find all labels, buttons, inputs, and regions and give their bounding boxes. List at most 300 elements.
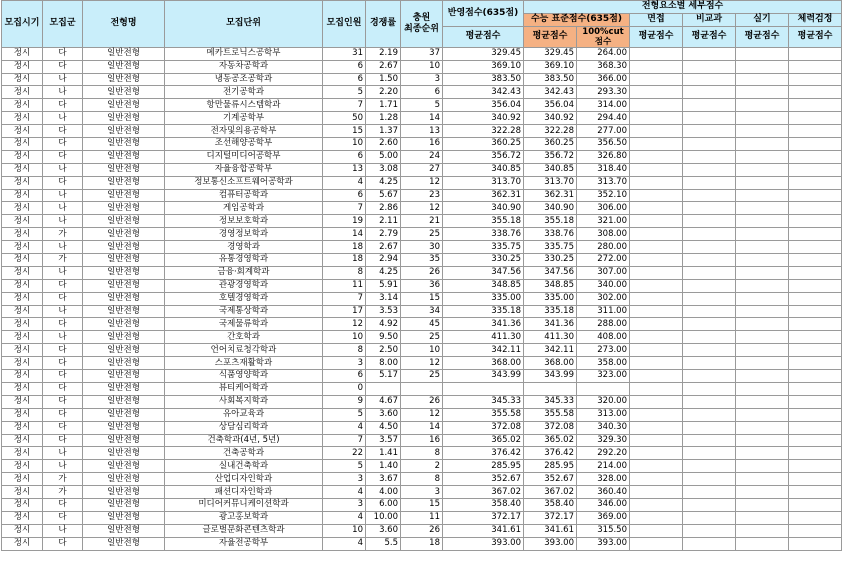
cell-rate: 2.50 [366,344,401,357]
header-rate: 경쟁률 [366,1,401,48]
cell-rate: 4.50 [366,421,401,434]
cell-empty [736,125,789,138]
cell-unit: 산업디자인학과 [165,473,323,486]
cell-reflect-avg: 367.02 [443,486,524,499]
cell-empty [736,163,789,176]
cell-suneung-cut [577,382,630,395]
cell-group: 다 [43,434,83,447]
cell-empty [630,228,683,241]
cell-empty [789,318,842,331]
cell-suneung-cut: 294.40 [577,112,630,125]
table-row [2,370,842,383]
cell-reflect-avg: 352.67 [443,473,524,486]
cell-reflect-avg: 393.00 [443,537,524,550]
cell-type: 일반전형 [83,292,165,305]
cell-empty [630,60,683,73]
cell-empty [630,408,683,421]
cell-final: 5 [401,99,443,112]
cell-empty [736,395,789,408]
cell-time: 정시 [2,511,43,524]
cell-rate: 3.67 [366,473,401,486]
table-row [2,279,842,292]
cell-rate: 2.86 [366,202,401,215]
cell-time: 정시 [2,176,43,189]
cell-empty [736,138,789,151]
cell-time: 정시 [2,112,43,125]
cell-quota: 8 [323,344,366,357]
cell-empty [683,176,736,189]
cell-reflect-avg: 348.85 [443,279,524,292]
header-detail: 전형요소별 세부점수 [524,1,842,14]
cell-rate [366,382,401,395]
cell-unit: 상담심리학과 [165,421,323,434]
cell-final: 3 [401,73,443,86]
cell-empty [630,202,683,215]
cell-time: 정시 [2,331,43,344]
cell-group: 나 [43,163,83,176]
cell-type: 일반전형 [83,163,165,176]
cell-unit: 건축공학과 [165,447,323,460]
cell-empty [683,344,736,357]
cell-empty [630,176,683,189]
cell-empty [630,460,683,473]
cell-reflect-avg: 362.31 [443,189,524,202]
cell-empty [683,266,736,279]
cell-unit: 냉동공조공학과 [165,73,323,86]
cell-unit: 경영정보학과 [165,228,323,241]
cell-reflect-avg: 372.17 [443,511,524,524]
cell-quota: 6 [323,370,366,383]
cell-type: 일반전형 [83,266,165,279]
cell-suneung-avg: 330.25 [524,254,577,267]
table-row [2,447,842,460]
table-row [2,266,842,279]
cell-empty [789,73,842,86]
cell-suneung-cut: 311.00 [577,305,630,318]
cell-empty [630,524,683,537]
cell-reflect-avg: 335.18 [443,305,524,318]
cell-suneung-cut: 328.00 [577,473,630,486]
cell-suneung-cut: 280.00 [577,241,630,254]
cell-empty [630,150,683,163]
cell-rate: 5.17 [366,370,401,383]
cell-empty [789,395,842,408]
table-row [2,241,842,254]
cell-suneung-avg: 352.67 [524,473,577,486]
cell-rate: 4.67 [366,395,401,408]
cell-suneung-cut: 358.00 [577,357,630,370]
cell-time: 정시 [2,395,43,408]
cell-quota: 4 [323,537,366,550]
cell-time: 정시 [2,241,43,254]
table-row [2,202,842,215]
cell-quota: 10 [323,524,366,537]
cell-suneung-cut: 288.00 [577,318,630,331]
cell-final: 8 [401,473,443,486]
cell-suneung-avg: 340.85 [524,163,577,176]
cell-reflect-avg: 338.76 [443,228,524,241]
cell-suneung-cut: 307.00 [577,266,630,279]
cell-empty [683,60,736,73]
cell-suneung-cut: 314.00 [577,99,630,112]
cell-empty [789,202,842,215]
cell-type: 일반전형 [83,241,165,254]
cell-reflect-avg: 369.10 [443,60,524,73]
cell-suneung-avg: 355.58 [524,408,577,421]
cell-suneung-cut: 272.00 [577,254,630,267]
cell-empty [683,163,736,176]
table-row [2,150,842,163]
cell-empty [630,305,683,318]
cell-empty [736,99,789,112]
cell-group: 다 [43,357,83,370]
cell-empty [789,331,842,344]
cell-final: 26 [401,395,443,408]
cell-empty [736,460,789,473]
cell-suneung-avg: 345.33 [524,395,577,408]
cell-empty [789,228,842,241]
table-row [2,189,842,202]
cell-quota: 11 [323,279,366,292]
cell-reflect-avg: 343.99 [443,370,524,383]
cell-empty [789,112,842,125]
cell-type: 일반전형 [83,357,165,370]
cell-suneung-avg: 372.17 [524,511,577,524]
cell-unit: 미디어커뮤니케이션학과 [165,498,323,511]
cell-final: 16 [401,138,443,151]
cell-rate: 8.00 [366,357,401,370]
header-suneung-cut: 100%cut 점수 [577,26,630,47]
cell-type: 일반전형 [83,228,165,241]
cell-time: 정시 [2,73,43,86]
table-row [2,73,842,86]
cell-rate: 3.60 [366,408,401,421]
cell-empty [736,486,789,499]
cell-group: 다 [43,408,83,421]
cell-empty [683,292,736,305]
header-suneung-avg: 평균점수 [524,26,577,47]
cell-unit: 언어치료청각학과 [165,344,323,357]
header-physical-avg: 평균점수 [789,26,842,47]
cell-empty [736,511,789,524]
cell-empty [789,266,842,279]
cell-empty [683,395,736,408]
cell-final: 6 [401,86,443,99]
cell-time: 정시 [2,163,43,176]
cell-empty [683,73,736,86]
cell-rate: 5.5 [366,537,401,550]
cell-final: 2 [401,460,443,473]
cell-time: 정시 [2,434,43,447]
cell-type: 일반전형 [83,112,165,125]
cell-empty [736,421,789,434]
cell-group: 나 [43,266,83,279]
cell-rate: 6.00 [366,498,401,511]
cell-quota: 13 [323,163,366,176]
table-row [2,318,842,331]
cell-final: 37 [401,47,443,60]
cell-unit: 메카트로닉스공학부 [165,47,323,60]
cell-empty [630,112,683,125]
cell-suneung-avg: 411.30 [524,331,577,344]
cell-final: 14 [401,112,443,125]
cell-empty [630,279,683,292]
cell-reflect-avg: 340.90 [443,202,524,215]
cell-rate: 3.60 [366,524,401,537]
cell-empty [630,163,683,176]
cell-type: 일반전형 [83,176,165,189]
cell-unit: 전기공학과 [165,86,323,99]
cell-empty [736,215,789,228]
cell-time: 정시 [2,305,43,318]
cell-empty [630,486,683,499]
cell-suneung-avg: 329.45 [524,47,577,60]
cell-empty [789,486,842,499]
cell-rate: 2.11 [366,215,401,228]
cell-group: 나 [43,73,83,86]
cell-suneung-cut: 313.70 [577,176,630,189]
cell-suneung-avg: 347.56 [524,266,577,279]
cell-empty [736,370,789,383]
cell-empty [736,292,789,305]
cell-empty [683,421,736,434]
cell-type: 일반전형 [83,395,165,408]
header-final: 충원 최종순위 [401,1,443,48]
cell-quota: 6 [323,189,366,202]
cell-group: 가 [43,486,83,499]
cell-suneung-avg: 285.95 [524,460,577,473]
cell-time: 정시 [2,86,43,99]
cell-time: 정시 [2,318,43,331]
cell-suneung-cut: 214.00 [577,460,630,473]
cell-reflect-avg: 341.61 [443,524,524,537]
cell-suneung-avg: 369.10 [524,60,577,73]
cell-quota: 4 [323,486,366,499]
cell-time: 정시 [2,150,43,163]
cell-empty [683,189,736,202]
header-suneung: 수능 표준점수(635점) [524,13,630,26]
cell-empty [630,86,683,99]
cell-suneung-cut: 356.50 [577,138,630,151]
cell-group: 다 [43,370,83,383]
cell-rate: 4.25 [366,266,401,279]
cell-final: 25 [401,370,443,383]
table-row [2,460,842,473]
cell-rate: 2.67 [366,241,401,254]
table-header [2,1,842,48]
cell-final: 12 [401,357,443,370]
cell-unit: 디지털미디어공학부 [165,150,323,163]
cell-final: 25 [401,331,443,344]
cell-empty [736,447,789,460]
cell-suneung-avg: 335.75 [524,241,577,254]
cell-quota: 7 [323,99,366,112]
cell-group: 다 [43,125,83,138]
table-row [2,228,842,241]
admissions-table [1,0,842,551]
cell-group: 나 [43,112,83,125]
cell-group: 가 [43,473,83,486]
table-row [2,125,842,138]
cell-type: 일반전형 [83,60,165,73]
cell-empty [789,215,842,228]
cell-empty [789,189,842,202]
cell-time: 정시 [2,215,43,228]
cell-empty [789,447,842,460]
cell-empty [736,202,789,215]
cell-suneung-cut: 368.30 [577,60,630,73]
header-nonsubject: 비교과 [683,13,736,26]
cell-empty [630,395,683,408]
cell-empty [683,86,736,99]
cell-quota: 22 [323,447,366,460]
table-row [2,254,842,267]
cell-reflect-avg: 356.04 [443,99,524,112]
table-body [2,47,842,550]
cell-empty [630,344,683,357]
cell-unit: 패션디자인학과 [165,486,323,499]
cell-type: 일반전형 [83,473,165,486]
cell-suneung-cut: 264.00 [577,47,630,60]
cell-reflect-avg: 313.70 [443,176,524,189]
cell-final: 15 [401,292,443,305]
cell-unit: 컴퓨터공학과 [165,189,323,202]
cell-unit: 조선해양공학부 [165,138,323,151]
cell-quota: 6 [323,60,366,73]
cell-quota: 6 [323,73,366,86]
cell-empty [789,408,842,421]
cell-unit: 광고홍보학과 [165,511,323,524]
cell-final: 16 [401,434,443,447]
cell-quota: 18 [323,254,366,267]
cell-unit: 호텔경영학과 [165,292,323,305]
cell-rate: 1.41 [366,447,401,460]
cell-empty [683,125,736,138]
cell-empty [683,254,736,267]
cell-reflect-avg: 365.02 [443,434,524,447]
cell-empty [789,292,842,305]
cell-type: 일반전형 [83,47,165,60]
cell-reflect-avg: 356.72 [443,150,524,163]
cell-final: 25 [401,228,443,241]
cell-reflect-avg: 368.00 [443,357,524,370]
cell-empty [789,370,842,383]
cell-group: 나 [43,447,83,460]
cell-rate: 3.53 [366,305,401,318]
cell-final: 30 [401,241,443,254]
cell-suneung-avg: 342.11 [524,344,577,357]
cell-time: 정시 [2,279,43,292]
cell-rate: 3.08 [366,163,401,176]
cell-time: 정시 [2,125,43,138]
table-row [2,421,842,434]
cell-empty [683,382,736,395]
cell-group: 나 [43,86,83,99]
cell-group: 다 [43,344,83,357]
cell-final: 27 [401,163,443,176]
cell-type: 일반전형 [83,305,165,318]
cell-quota: 7 [323,202,366,215]
cell-time: 정시 [2,228,43,241]
cell-unit: 유통경영학과 [165,254,323,267]
cell-empty [789,176,842,189]
cell-empty [630,125,683,138]
cell-final: 45 [401,318,443,331]
cell-empty [683,241,736,254]
table-row [2,511,842,524]
cell-empty [789,47,842,60]
cell-quota: 5 [323,408,366,421]
cell-suneung-cut: 346.00 [577,498,630,511]
cell-empty [789,421,842,434]
cell-group: 나 [43,460,83,473]
cell-unit: 자율융합공학부 [165,163,323,176]
cell-final: 23 [401,189,443,202]
cell-rate: 3.14 [366,292,401,305]
cell-unit: 기계공학부 [165,112,323,125]
cell-type: 일반전형 [83,447,165,460]
cell-final: 14 [401,421,443,434]
cell-empty [630,421,683,434]
cell-empty [683,331,736,344]
cell-empty [683,408,736,421]
cell-unit: 국제통상학과 [165,305,323,318]
cell-suneung-avg: 360.25 [524,138,577,151]
cell-quota: 9 [323,395,366,408]
cell-suneung-cut: 302.00 [577,292,630,305]
table-row [2,408,842,421]
cell-reflect-avg: 411.30 [443,331,524,344]
cell-type: 일반전형 [83,215,165,228]
cell-empty [736,150,789,163]
table-row [2,176,842,189]
cell-type: 일반전형 [83,498,165,511]
cell-quota: 4 [323,511,366,524]
cell-empty [736,112,789,125]
cell-time: 정시 [2,408,43,421]
cell-rate: 1.37 [366,125,401,138]
cell-type: 일반전형 [83,460,165,473]
cell-quota: 3 [323,498,366,511]
cell-final: 36 [401,279,443,292]
header-interview-avg: 평균점수 [630,26,683,47]
cell-unit: 항만물류시스템학과 [165,99,323,112]
cell-reflect-avg: 372.08 [443,421,524,434]
cell-reflect-avg [443,382,524,395]
cell-empty [789,473,842,486]
cell-reflect-avg: 330.25 [443,254,524,267]
cell-empty [630,537,683,550]
cell-quota: 50 [323,112,366,125]
cell-empty [736,279,789,292]
cell-reflect-avg: 376.42 [443,447,524,460]
cell-type: 일반전형 [83,202,165,215]
cell-reflect-avg: 345.33 [443,395,524,408]
cell-reflect-avg: 335.00 [443,292,524,305]
cell-type: 일반전형 [83,331,165,344]
cell-final: 35 [401,254,443,267]
cell-empty [630,292,683,305]
cell-time: 정시 [2,486,43,499]
header-practical-avg: 평균점수 [736,26,789,47]
cell-empty [683,537,736,550]
cell-empty [736,357,789,370]
cell-rate: 2.67 [366,60,401,73]
cell-empty [630,331,683,344]
cell-empty [736,473,789,486]
cell-final: 13 [401,125,443,138]
cell-empty [630,266,683,279]
